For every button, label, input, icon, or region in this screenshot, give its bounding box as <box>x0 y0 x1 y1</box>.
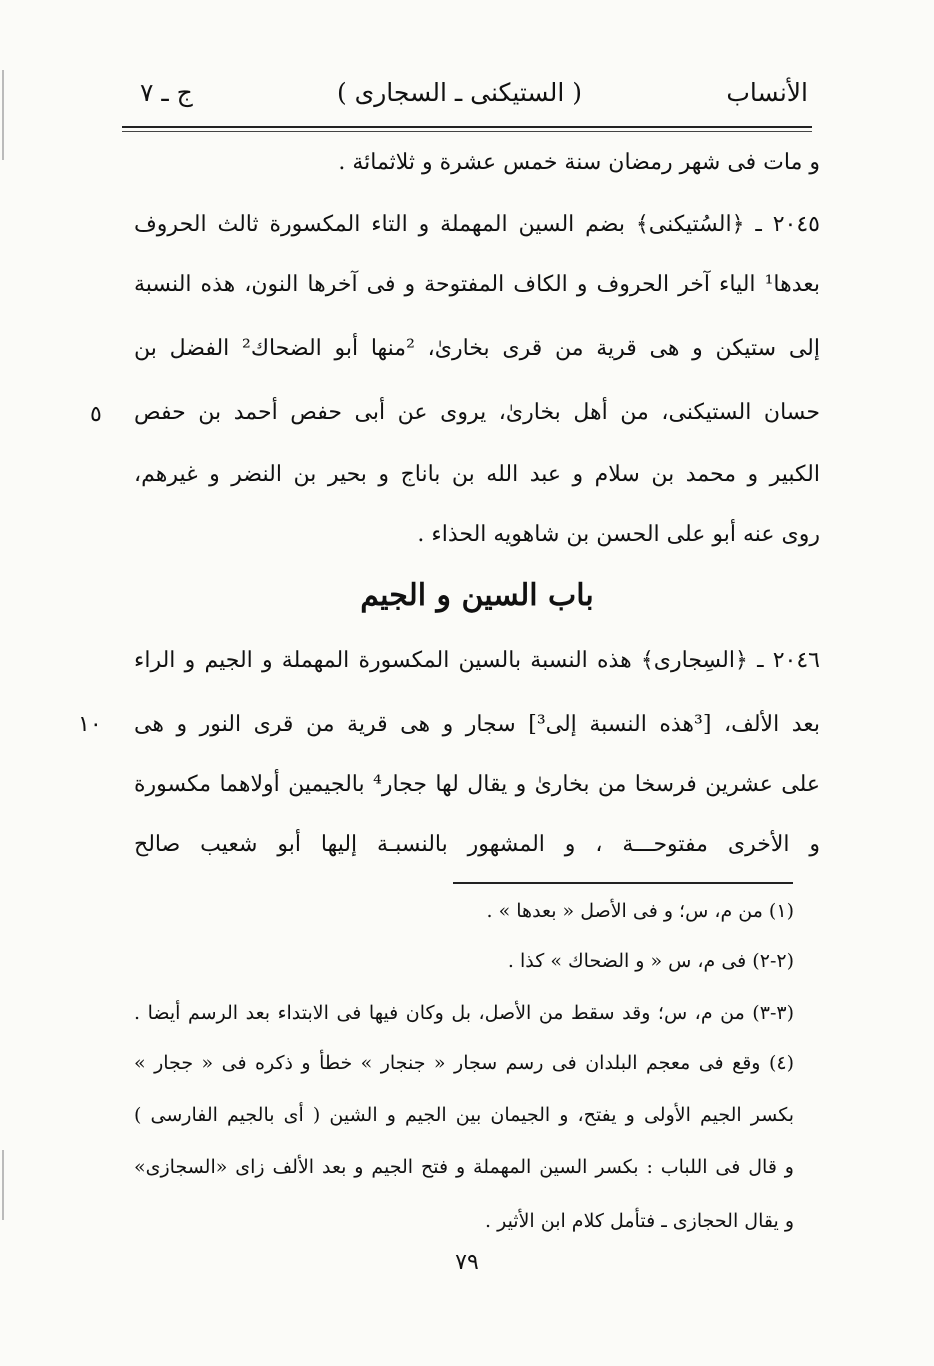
footnote-1: (١) من م، س؛ و فى الأصل « بعدها » . <box>486 900 794 922</box>
header-book-title: الأنساب <box>726 78 808 107</box>
scan-edge-mark <box>2 1150 4 1220</box>
text-line: بعدها¹ الياء آخر الحروف و الكاف المفتوحة و فى آخرها النون، هذه النسبة <box>134 272 820 297</box>
footnote-4-cont: بكسر الجيم الأولى و يفتح، و الجيمان بين الجيم و الشين ( أى بالجيم الفارسى ) <box>134 1104 794 1126</box>
entry-2046-heading: ٢٠٤٦ ـ ﴿السِجارى﴾ هذه النسبة بالسين المكسورة المهملة و الجيم و الراء <box>134 648 820 673</box>
scan-edge-mark <box>2 70 4 160</box>
footnote-4-cont: و قال فى اللباب : بكسر السين المهملة و فتح الجيم و بعد الألف زاى «السجازى» <box>134 1156 794 1178</box>
running-header <box>122 78 812 114</box>
text-line: على عشرين فرسخا من بخارىٰ و يقال لها ججار⁴ بالجيمين أولاهما مكسورة <box>134 772 820 797</box>
footnote-4: (٤) وقع فى معجم البلدان فى رسم سجار « جنجار » خطأ و ذكره فى « ججار » <box>134 1052 794 1074</box>
header-entries: ( الستيكنى ـ السجارى ) <box>336 78 582 107</box>
line-number-5: ٥ <box>90 402 102 427</box>
section-title: باب السين و الجيم <box>360 578 594 613</box>
page-number: ٧٩ <box>455 1250 479 1275</box>
line-number-10: ١٠ <box>78 712 102 737</box>
footnote-2: (٢-٢) فى م، س « و الضحاك » كذا . <box>507 950 794 972</box>
footnote-4-cont: و يقال الحجازى ـ فتأمل كلام ابن الأثير . <box>485 1210 794 1232</box>
text-line: روى عنه أبو على الحسن بن شاهويه الحذاء . <box>417 522 820 547</box>
header-rule-thin <box>122 131 812 132</box>
text-line: بعد الألف، [³هذه النسبة إلى³] سجار و هى قرية من قرى النور و هى <box>134 712 821 737</box>
text-line: إلى ستيكن و هى قرية من قرى بخارىٰ، ²منها أبو الضحاك² الفضل بن <box>134 336 820 361</box>
entry-2045-heading: ٢٠٤٥ ـ ﴿السُتيكنى﴾ بضم السين المهملة و التاء المكسورة ثالث الحروف <box>134 212 820 237</box>
text-line: و الأخرى مفتوحـــة ، و المشهور بالنسبـة إليها أبو شعيب صالح <box>134 832 820 857</box>
footnote-rule <box>453 882 793 884</box>
header-volume: ج ـ ٧ <box>140 78 193 107</box>
text-line: حسان الستيكنى، من أهل بخارىٰ، يروى عن أبى حفص أحمد بن حفص <box>134 400 821 425</box>
header-rule <box>122 126 812 128</box>
footnote-3: (٣-٣) من م، س؛ وقد سقط من الأصل، بل وكان فيها فى الابتداء بعد الرسم أيضا . <box>134 1002 794 1024</box>
text-line: و مات فى شهر رمضان سنة خمس عشرة و ثلاثمائة . <box>338 150 820 175</box>
text-line: الكبير و محمد بن سلام و عبد الله بن باناج و بحير بن النضر و غيرهم، <box>134 462 820 487</box>
